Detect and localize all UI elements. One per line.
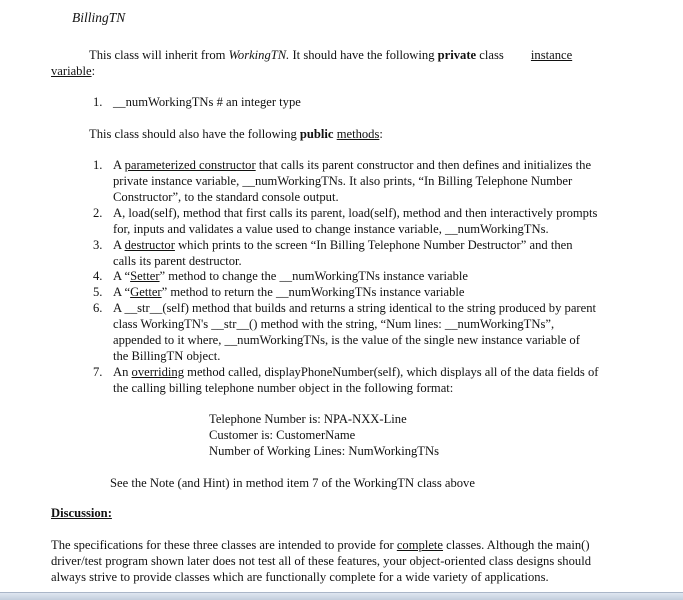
method-number: 2. (93, 206, 103, 220)
intro-instance: instance (530, 48, 573, 62)
method-number: 4. (93, 269, 103, 283)
method-line: A destructor which prints to the screen “In Billing Telephone Number Destructor” and then (113, 238, 573, 252)
method-number: 3. (93, 238, 103, 252)
variable-text: __numWorkingTNs # an integer type (113, 95, 301, 109)
method-line: class WorkingTN's __str__() method with the string, “Num lines: __numWorkingTNs”, (113, 317, 555, 331)
method-line: the BillingTN object. (113, 349, 221, 363)
method-number: 6. (93, 301, 103, 315)
page-title: BillingTN (72, 10, 126, 25)
method-line: A, load(self), method that first calls its parent, load(self), method and then interactively prompts (113, 206, 598, 220)
method-number: 5. (93, 285, 103, 299)
discussion-line: driver/test program shown later does not test all of these features, your object-oriented class designs should (51, 554, 591, 568)
method-line: A __str__(self) method that builds and returns a string identical to the string produced by parent (113, 301, 597, 315)
methods-intro-methods: methods (336, 127, 380, 141)
intro-paragraph-line2 (51, 63, 95, 79)
methods-intro-public: public (299, 127, 334, 141)
discussion-complete: complete (396, 538, 444, 552)
intro-variable: variable (51, 64, 92, 78)
intro-text-c: It should have the following (289, 48, 438, 62)
method-line: An overriding method called, displayPhoneNumber(self), which displays all of the data fields of (113, 365, 599, 379)
method-number: 7. (93, 365, 103, 379)
intro-text-a: This class will inherit from (89, 48, 229, 62)
intro-text-e: class (476, 48, 507, 62)
method-number: 1. (93, 158, 103, 172)
method-line: the calling billing telephone number object in the following format: (113, 381, 454, 395)
variable-number: 1. (93, 95, 103, 109)
intro-paragraph (89, 47, 572, 63)
method-line: for, inputs and validates a value used to change instance variable, __numWorkingTNs. (113, 222, 549, 236)
method-line: A “Setter” method to change the __numWorkingTNs instance variable (113, 269, 469, 283)
intro-colon: : (91, 64, 96, 78)
methods-intro-a: This class should also have the following (89, 127, 300, 141)
intro-private: private (437, 48, 477, 62)
discussion-heading: Discussion: (51, 506, 112, 520)
intro-parent-class: WorkingTN. (228, 48, 290, 62)
method-line: A parameterized constructor that calls its parent constructor and then defines and initializes the (113, 158, 592, 172)
format-line: Telephone Number is: NPA-NXX-Line (209, 412, 407, 426)
methods-intro: This class should also have the following public methods: (89, 127, 383, 141)
method-line: appended to it where, __numWorkingTNs, is the value of the single new instance variable of (113, 333, 580, 347)
note-text: See the Note (and Hint) in method item 7 of the WorkingTN class above (110, 476, 475, 490)
method-line: calls its parent destructor. (113, 254, 242, 268)
method-line: private instance variable, __numWorkingTNs. It also prints, “In Billing Telephone Number (113, 174, 573, 188)
format-line: Number of Working Lines: NumWorkingTNs (209, 444, 439, 458)
method-line: Constructor”, to the standard console output. (113, 190, 339, 204)
method-line: A “Getter” method to return the __numWorkingTNs instance variable (113, 285, 465, 299)
discussion-line: The specifications for these three classes are intended to provide for complete classes. Although the main() (51, 538, 590, 552)
format-line: Customer is: CustomerName (209, 428, 356, 442)
discussion-line: always strive to provide classes which are functionally complete for a wide variety of applications. (51, 570, 549, 584)
